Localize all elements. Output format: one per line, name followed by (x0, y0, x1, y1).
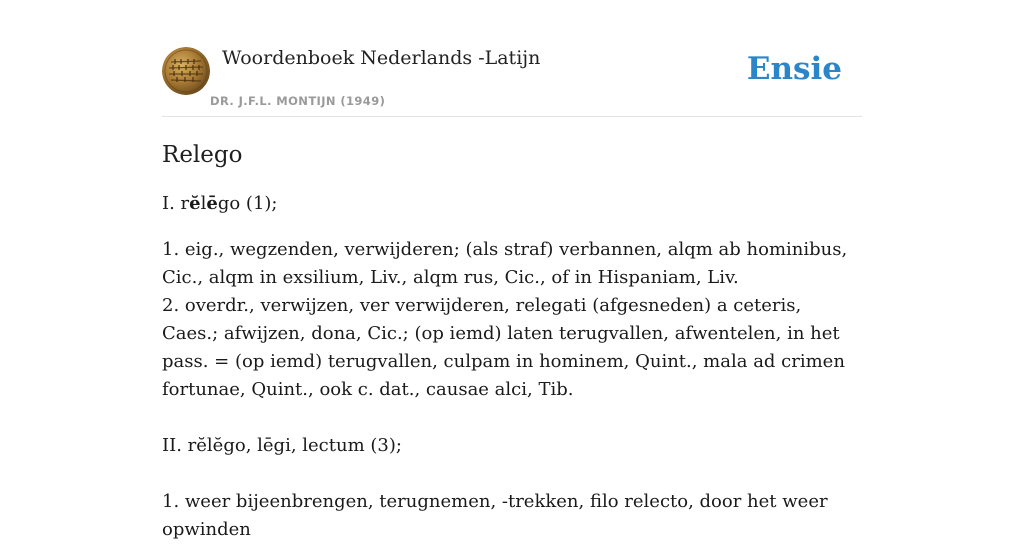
book-author[interactable]: DR. J.F.L. MONTIJN (1949) (210, 94, 386, 108)
headword-1-prefix: I. r (162, 193, 190, 214)
coin-avatar-icon[interactable] (162, 47, 210, 95)
headword-1-bold-vowel-2: ē (206, 193, 218, 214)
book-title[interactable]: Woordenboek Nederlands -Latijn (222, 47, 541, 69)
entry-headword-2: II. rĕlĕgo, lēgi, lectum (3); (162, 435, 402, 456)
headword-1-middle: l (200, 193, 207, 214)
definition-1-2: 2. overdr., verwijzen, ver verwijderen, relegati (afgesneden) a ceteris, Caes.; afwijzen, dona, Cic.; (op iemd) laten terugvallen, afwentelen, in het pass. = (op iemd) terugvallen, culpam in hominem, Quint., mala ad crimen fortunae, Quint., ook c. dat., causae alci, Tib. (162, 295, 845, 400)
site-header (162, 44, 862, 117)
definition-1-1: 1. eig., wegzenden, verwijderen; (als straf) verbannen, alqm ab hominibus, Cic., alqm in exsilium, Liv., alqm rus, Cic., of in Hispaniam, Liv. (162, 239, 848, 288)
entry-content (162, 138, 862, 544)
ensie-logo[interactable]: Ensie (746, 51, 842, 87)
headword-1-bold-vowel-1: ĕ (189, 193, 201, 214)
spacer (162, 460, 862, 488)
entry-headword-1 (162, 190, 862, 218)
headword-1-suffix: go (1); (217, 193, 278, 214)
definition-2-1: 1. weer bijeenbrengen, terugnemen, -trekken, filo relecto, door het weer opwinden (162, 491, 828, 540)
spacer (162, 404, 862, 432)
entry-title: Relego (162, 142, 243, 168)
